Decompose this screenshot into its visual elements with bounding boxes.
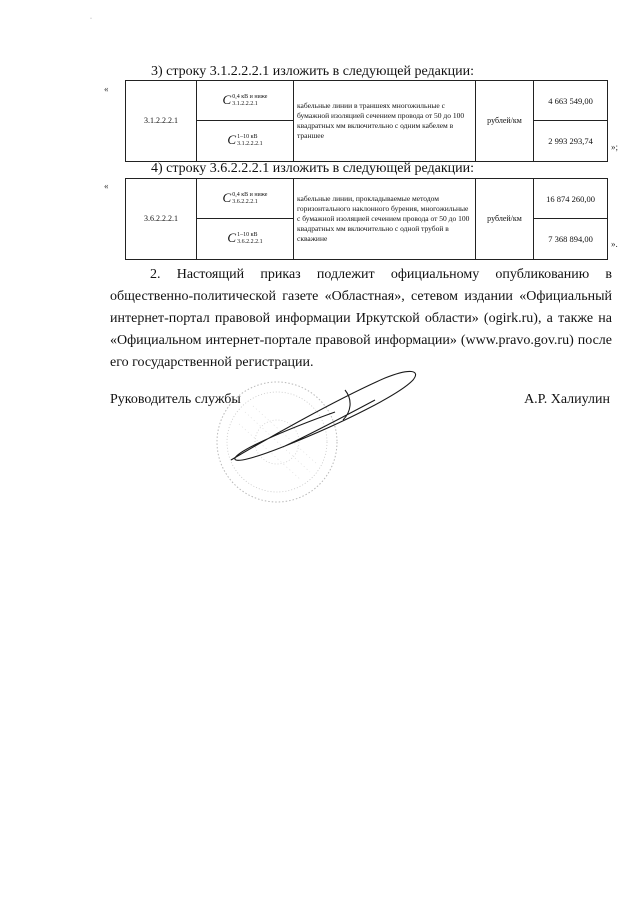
page-mark: · [90, 16, 92, 22]
signer-title: Руководитель службы [110, 392, 241, 407]
row-description: кабельные линии, прокладываемые методом горизонтального наклонного бурения, многожильные с бумажной изоляцией сечением провода от 50 до 100 квадратных мм включительно с одной трубой в скважине [294, 179, 476, 260]
section-heading-3: 3) строку 3.1.2.2.2.1 изложить в следующей редакции: [151, 64, 475, 79]
section-heading-4: 4) строку 3.6.2.2.2.1 изложить в следующей редакции: [151, 161, 475, 176]
signature [225, 360, 425, 470]
rate-value-medium-voltage: 2 993 293,74 [534, 121, 608, 162]
rate-value-medium-voltage: 7 368 894,00 [534, 219, 608, 260]
symbol-letter: C [227, 131, 237, 147]
row-unit: рублей/км [476, 179, 534, 260]
symbol-letter: C [222, 91, 232, 107]
quote-open-1: « [104, 84, 109, 94]
row-code: 3.1.2.2.2.1 [126, 81, 197, 162]
symbol-superscript: 1–10 кВ [237, 134, 258, 140]
signer-name: А.Р. Халиулин [524, 392, 610, 407]
symbol-superscript: 1–10 кВ [237, 232, 258, 238]
paragraph-text: 2. Настоящий приказ подлежит официальному опубликованию в общественно-политической газете «Областная», сетевом издании «Официальный интернет-портал правовой информации Иркутской области» (ogirk.ru), а также на «Официальном интернет-портале правовой информации» (www.pravo.gov.ru) после его государственной регистрации. [110, 267, 612, 370]
rate-value-low-voltage: 16 874 260,00 [534, 179, 608, 219]
quote-close-2: ». [611, 239, 618, 249]
symbol-subscript: 3.1.2.2.2.1 [237, 141, 263, 147]
table-row-3-6 [125, 178, 608, 260]
quote-close-1: »; [611, 142, 619, 152]
symbol-subscript: 3.6.2.2.2.1 [237, 239, 263, 245]
rate-symbol-low-voltage [197, 81, 294, 121]
row-unit: рублей/км [476, 81, 534, 162]
paragraph-publication [110, 264, 612, 374]
rate-symbol-low-voltage [197, 179, 294, 219]
rate-symbol-medium-voltage [197, 121, 294, 162]
table-row-3-1 [125, 80, 608, 162]
symbol-subscript: 3.6.2.2.2.1 [232, 198, 258, 205]
rate-symbol-medium-voltage [197, 219, 294, 260]
row-code: 3.6.2.2.2.1 [126, 179, 197, 260]
symbol-letter: C [222, 189, 232, 205]
symbol-subscript: 3.1.2.2.2.1 [232, 100, 258, 107]
symbol-superscript: 0,4 кВ и ниже [232, 93, 268, 100]
quote-open-2: « [104, 181, 109, 191]
rate-value-low-voltage: 4 663 549,00 [534, 81, 608, 121]
symbol-superscript: 0,4 кВ и ниже [232, 191, 268, 198]
row-description: кабельные линии в траншеях многожильные с бумажной изоляцией сечением провода от 50 до 100 квадратных мм включительно с одним кабелем в траншее [294, 81, 476, 162]
symbol-letter: C [227, 229, 237, 245]
